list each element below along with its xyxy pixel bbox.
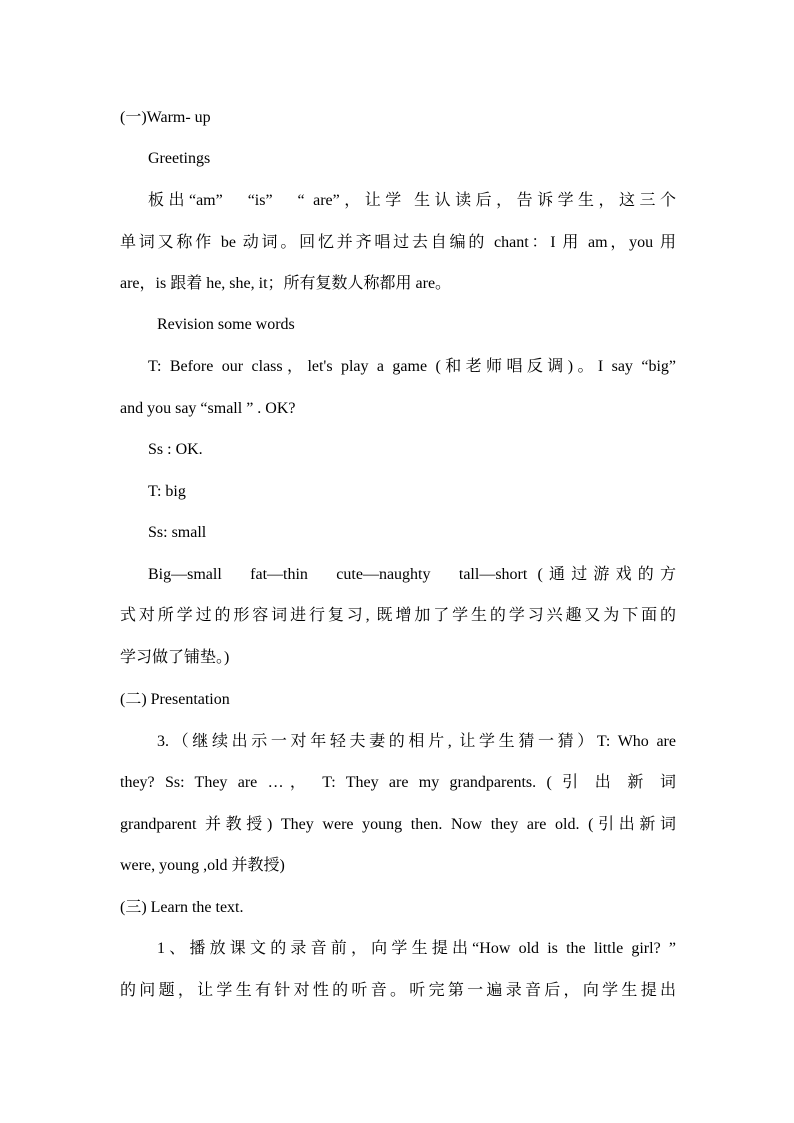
subheading-greetings: Greetings — [148, 150, 211, 167]
paragraph-line: 的问题，让学生有针对性的听音。听完第一遍录音后，向学生提出 — [120, 982, 676, 999]
paragraph-line: grandparent 并教授) They were young then. Now they are old. (引出新词 — [120, 816, 676, 833]
paragraph-line: 3.（继续出示一对年轻夫妻的相片, 让学生猜一猜）T: Who are — [157, 733, 676, 750]
paragraph-line: were, young ,old 并教授) — [120, 857, 285, 874]
paragraph-line: and you say “small ” . OK? — [120, 400, 296, 417]
section-heading-warm-up: (一)Warm- up — [120, 109, 211, 126]
section-heading-learn-text: (三) Learn the text. — [120, 899, 244, 916]
paragraph-line: 式对所学过的形容词进行复习, 既增加了学生的学习兴趣又为下面的 — [120, 607, 676, 624]
paragraph-line: 单词又称作 be 动词。回忆并齐唱过去自编的 chant：I 用 am，you 用 — [120, 234, 676, 251]
dialogue-line: T: big — [148, 483, 186, 500]
paragraph-line: they? Ss: They are …， T: They are my grandparents. ( 引 出 新 词 — [120, 774, 676, 791]
subheading-revision: Revision some words — [157, 316, 295, 333]
dialogue-line: Ss: small — [148, 524, 207, 541]
paragraph-line: are，is 跟着 he, she, it；所有复数人称都用 are。 — [120, 275, 452, 292]
paragraph-line: 板出“am” “is” “ are”，让学 生认读后，告诉学生，这三个 — [148, 192, 676, 209]
dialogue-line: Ss : OK. — [148, 441, 203, 458]
paragraph-line: T: Before our class，let's play a game (和老师唱反调)。I say “big” — [148, 358, 676, 375]
section-heading-presentation: (二) Presentation — [120, 691, 230, 708]
paragraph-line: 学习做了铺垫。) — [120, 649, 230, 666]
paragraph-line: Big—small fat—thin cute—naughty tall—short (通过游戏的方 — [148, 566, 676, 583]
paragraph-line: 1、播放课文的录音前，向学生提出“How old is the little girl? ” — [157, 940, 676, 957]
